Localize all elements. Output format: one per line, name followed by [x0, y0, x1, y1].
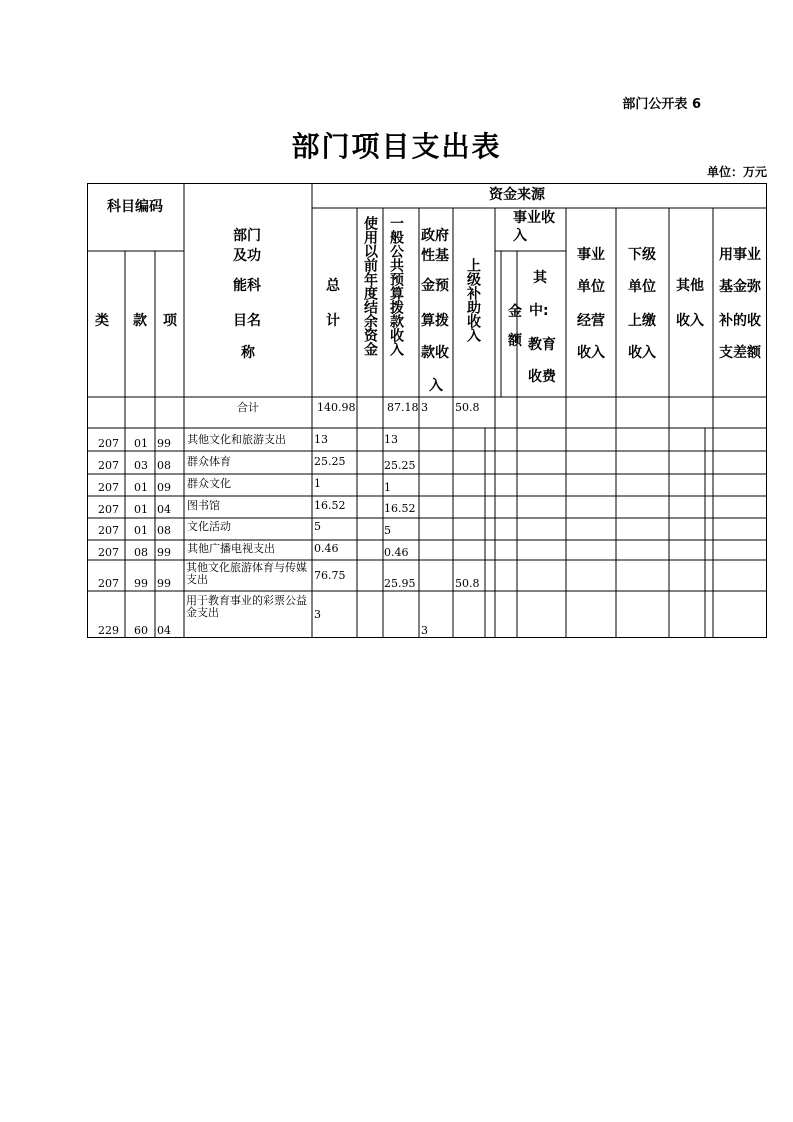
subject-code-header: 科目编码 [107, 199, 163, 215]
biz-unit-header-line1: 事业 [577, 247, 605, 263]
table-row-code-xiang: 08 [157, 459, 171, 472]
fund-gap-header-line3: 补的收 [719, 313, 761, 329]
table-row-code-kuan: 01 [134, 481, 148, 494]
gov-fund-header-line3: 金预 [421, 278, 449, 294]
table-row-general-budget: 25.25 [384, 459, 416, 472]
dept-header-line2: 及功 [233, 248, 261, 264]
total-row-upper-subsidy: 50.8 [455, 401, 480, 414]
amount-header-line2: 额 [508, 333, 522, 349]
fund-gap-header-line2: 基金弥 [719, 279, 761, 295]
fund-gap-header-line1: 用事业 [719, 247, 761, 263]
table-row-upper-subsidy: 50.8 [455, 577, 480, 590]
table-row-code-lei: 207 [98, 481, 119, 494]
table-row-code-kuan: 08 [134, 546, 148, 559]
table-row-general-budget: 1 [384, 481, 391, 494]
lower-unit-header-line1: 下级 [628, 247, 656, 263]
table-row-code-kuan: 01 [134, 524, 148, 537]
table-row-name: 图书馆 [187, 499, 220, 512]
xiang-header: 项 [163, 313, 177, 329]
gov-fund-header-line5: 款收 [421, 345, 449, 361]
table-row-code-xiang: 04 [157, 503, 171, 516]
dept-header-line1: 部门 [233, 228, 261, 244]
table-row-code-kuan: 60 [134, 624, 148, 637]
gov-fund-header-line6: 入 [429, 378, 443, 394]
gov-fund-header-line1: 政府 [421, 228, 449, 244]
table-row-general-budget: 5 [384, 524, 391, 537]
prev-balance-header: 使用以前年度结余资金 [362, 216, 378, 356]
table-row-name: 其他文化和旅游支出 [187, 433, 286, 446]
amount-header-line1: 金 [508, 304, 522, 320]
table-row-name: 其他文化旅游体育与传媒支出 [186, 561, 307, 586]
table-row-name: 用于教育事业的彩票公益金支出 [186, 594, 307, 619]
table-row-total: 16.52 [314, 499, 346, 512]
total-header-line2: 计 [326, 313, 340, 329]
table-row-code-lei: 207 [98, 524, 119, 537]
page-title: 部门项目支出表 [291, 130, 502, 163]
other-income-header-line1: 其他 [676, 278, 704, 294]
dept-header-line3: 能科 [233, 278, 261, 294]
total-row-label: 合计 [237, 401, 259, 414]
table-row-gov-fund: 3 [421, 624, 428, 637]
table-row-code-xiang: 99 [157, 577, 171, 590]
lei-header: 类 [95, 313, 109, 329]
other-income-header-line2: 收入 [676, 313, 704, 329]
total-row-general-budget: 87.18 [387, 401, 419, 414]
table-row-general-budget: 0.46 [384, 546, 409, 559]
document-number: 部门公开表 6 [622, 97, 701, 112]
table-row-total: 5 [314, 520, 321, 533]
table-row-name: 其他广播电视支出 [187, 542, 275, 555]
unit-label: 单位：万元 [706, 165, 767, 179]
kuan-header: 款 [133, 313, 147, 329]
table-row-total: 0.46 [314, 542, 339, 555]
biz-unit-header-line3: 经营 [577, 313, 605, 329]
table-row-general-budget: 16.52 [384, 502, 416, 515]
table-row-code-lei: 207 [98, 546, 119, 559]
fund-gap-header-line4: 支差额 [719, 345, 761, 361]
table-row-total: 76.75 [314, 569, 346, 582]
table-row-code-lei: 207 [98, 503, 119, 516]
biz-unit-header-line4: 收入 [577, 345, 605, 361]
general-budget-header: 一般公共预算拨款收入 [388, 216, 404, 356]
upper-subsidy-header: 上级补助收入 [465, 258, 481, 342]
table-row-code-xiang: 99 [157, 546, 171, 559]
total-header-line1: 总 [326, 278, 340, 294]
lower-unit-header-line3: 上缴 [628, 313, 656, 329]
lower-unit-header-line2: 单位 [628, 279, 656, 295]
lower-unit-header-line4: 收入 [628, 345, 656, 361]
table-row-name: 群众体育 [187, 455, 231, 468]
table-row-code-kuan: 99 [134, 577, 148, 590]
table-row-name: 群众文化 [187, 477, 231, 490]
total-row-total: 140.98 [317, 401, 356, 414]
biz-income-header-line1: 事业收 [513, 210, 555, 226]
table-row-total: 13 [314, 433, 328, 446]
of-which-header-line2: 中: [529, 303, 549, 319]
table-row-total: 25.25 [314, 455, 346, 468]
of-which-header-line1: 其 [533, 270, 547, 286]
table-row-code-lei: 229 [98, 624, 119, 637]
table-row-code-lei: 207 [98, 437, 119, 450]
table-row-total: 3 [314, 608, 321, 621]
table-row-total: 1 [314, 477, 321, 490]
table-row-code-kuan: 03 [134, 459, 148, 472]
gov-fund-header-line2: 性基 [421, 248, 449, 264]
biz-income-header-line2: 入 [513, 228, 527, 244]
table-row-code-lei: 207 [98, 577, 119, 590]
table-row-code-xiang: 09 [157, 481, 171, 494]
table-row-name: 文化活动 [187, 520, 231, 533]
biz-unit-header-line2: 单位 [577, 279, 605, 295]
table-row-general-budget: 13 [384, 433, 398, 446]
gov-fund-header-line4: 算拨 [421, 313, 449, 329]
table-row-code-xiang: 99 [157, 437, 171, 450]
table-row-code-xiang: 04 [157, 624, 171, 637]
of-which-header-line3: 教育 [528, 337, 556, 353]
table-row-code-kuan: 01 [134, 503, 148, 516]
total-row-gov-fund: 3 [421, 401, 428, 414]
table-row-code-xiang: 08 [157, 524, 171, 537]
dept-header-line4: 目名 [233, 313, 261, 329]
table-row-code-kuan: 01 [134, 437, 148, 450]
fund-source-header: 资金来源 [489, 187, 545, 203]
table-row-general-budget: 25.95 [384, 577, 416, 590]
table-row-code-lei: 207 [98, 459, 119, 472]
of-which-header-line4: 收费 [528, 369, 556, 385]
dept-header-line5: 称 [241, 345, 255, 361]
